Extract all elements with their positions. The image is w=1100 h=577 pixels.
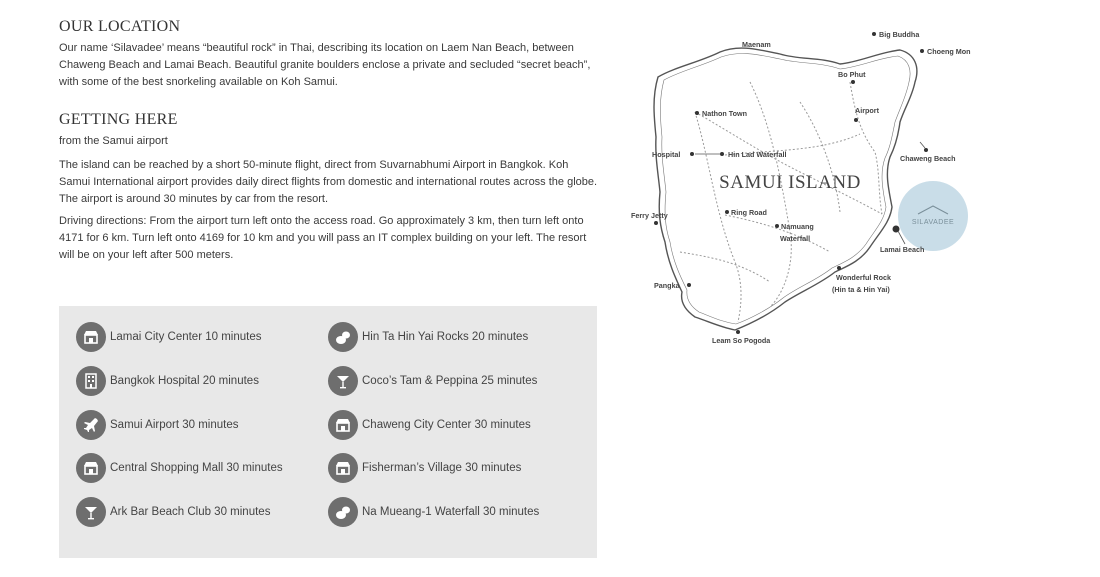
label-airport: Airport: [855, 106, 879, 115]
label-bo-phut: Bo Phut: [838, 70, 866, 79]
distance-item: [328, 410, 531, 440]
label-namuang: Namuang: [781, 222, 814, 231]
label-ferry: Ferry Jetty: [631, 211, 668, 220]
distance-item: [76, 497, 270, 527]
distance-label: Ark Bar Beach Club 30 minutes: [110, 506, 271, 518]
distance-label: Fisherman’s Village 30 minutes: [362, 462, 522, 474]
distance-item: [76, 366, 259, 396]
distance-item: [328, 453, 521, 483]
building-icon: [76, 366, 106, 396]
label-chaweng: Chaweng Beach: [900, 154, 956, 163]
silavadee-logo: [898, 181, 968, 251]
distance-label: Central Shopping Mall 30 minutes: [110, 462, 283, 474]
distance-label: Samui Airport 30 minutes: [110, 419, 239, 431]
distances-panel: [59, 306, 597, 558]
shop-icon: [328, 410, 358, 440]
location-heading: OUR LOCATION: [59, 18, 181, 35]
label-namuang-waterfall: Waterfall: [780, 234, 811, 243]
distance-item: [328, 497, 539, 527]
cocktail-icon: [328, 366, 358, 396]
text-column: [59, 18, 599, 264]
getting-here-para2: Driving directions: From the airport turn left onto the access road. Go approximately 3 km, then turn left onto 4171 for 6 km. Turn left onto 4169 for 10 km and you will pass an IT complex building on your left. The resort will be on your left after 500 meters.: [59, 215, 587, 261]
rocks-icon: [328, 322, 358, 352]
plane-icon: [76, 410, 106, 440]
shop-icon: [328, 453, 358, 483]
rocks-icon: [328, 497, 358, 527]
shop-icon: [76, 453, 106, 483]
distance-item: [76, 410, 238, 440]
island-title: SAMUI ISLAND: [719, 172, 861, 193]
label-lamai: Lamai Beach: [880, 245, 925, 254]
label-nathon: Nathon Town: [702, 109, 747, 118]
getting-here-heading: GETTING HERE: [59, 111, 178, 128]
label-hin-ta-hin-yai: (Hin ta & Hin Yai): [832, 285, 890, 294]
distance-label: Coco’s Tam & Peppina 25 minutes: [362, 375, 538, 387]
island-map: [620, 22, 1000, 352]
cocktail-icon: [76, 497, 106, 527]
label-hospital: Hospital: [652, 150, 681, 159]
label-hin-lad: Hin Lad Waterfall: [728, 150, 787, 159]
distance-item: [76, 322, 261, 352]
distance-label: Na Mueang-1 Waterfall 30 minutes: [362, 506, 540, 518]
distance-item: [76, 453, 283, 483]
distance-label: Lamai City Center 10 minutes: [110, 331, 262, 343]
location-text: Our name ‘Silavadee’ means “beautiful rock” in Thai, describing its location on Laem Nan Beach, between Chaweng Beach and Lamai Beach. Beautiful granite boulders enclose a private and secluded “secret beach”, with some of the best snorkeling available on Koh Samui.: [59, 42, 591, 88]
distance-item: [328, 366, 537, 396]
label-leam-so: Leam So Pogoda: [712, 336, 771, 345]
distance-label: Bangkok Hospital 20 minutes: [110, 375, 259, 387]
distance-item: [328, 322, 528, 352]
getting-here-para1: The island can be reached by a short 50-minute flight, direct from Suvarnabhumi Airport in Bangkok. Koh Samui International airport provides daily direct flights from domestic and international routes across the globe. The airport is around 30 minutes by car from the resort.: [59, 159, 598, 205]
shop-icon: [76, 322, 106, 352]
label-wonderful-rock: Wonderful Rock: [836, 273, 891, 282]
distance-label: Hin Ta Hin Yai Rocks 20 minutes: [362, 331, 529, 343]
distance-label: Chaweng City Center 30 minutes: [362, 419, 531, 431]
label-ring-road: Ring Road: [731, 208, 767, 217]
getting-here-subheading: from the Samui airport: [59, 135, 168, 147]
logo-text: SILAVADEE: [911, 219, 955, 226]
label-maenam: Maenam: [742, 40, 771, 49]
label-choeng-mon: Choeng Mon: [927, 47, 971, 56]
label-pangka: Pangka: [654, 281, 680, 290]
label-big-buddha: Big Buddha: [879, 30, 920, 39]
